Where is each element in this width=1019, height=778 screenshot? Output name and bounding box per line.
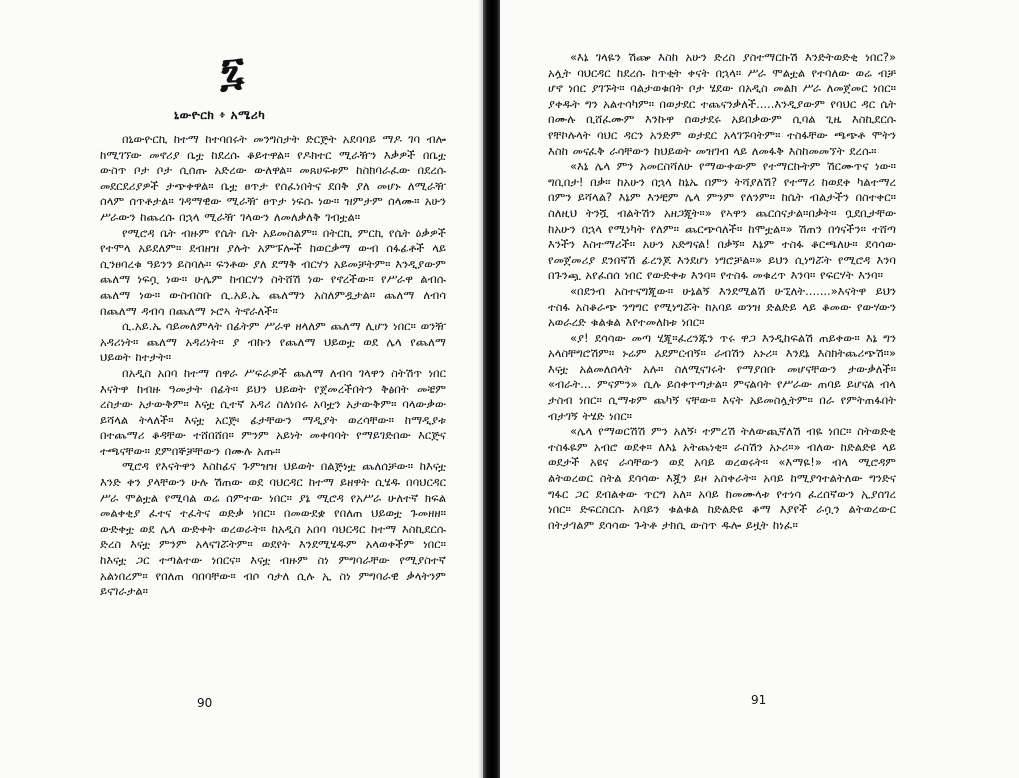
paragraph: «እኔ ሌላ ምን አመርስሻለሁ የማውቀውም የተማርኩትም ሽርሙጥና ነው። ግቢበታ! በቃ። ከአሁን በኋላ ከኔኤ በምን ትሻያለሽ? የተማሪ ከወደቀ ካልተማረ በምን ይሻላል? እኔም እንቺም ሌላ ምንም የለንም። ከሴት ብልታችን በስተቀር። ስለዚህ ትንሿ ብልትሽን አዘጋጂት።» የኣዋን ጨርሰናታል።በቃት። ቧደቢታቸው ከአሁን በኋላ የሚነካት የለም። ጨርጭሳለች። ከሞቷል።» ሽጠን በጎናችን። ተሸጣ እንችን እስተማሪች። አሁን አድግናል! በቃኝ። እኔም ተስፋ ቆርጫለሁ። ደሳሳው የመጀመሪያ ደንበኛሽ ፊረንጆ እንደሆነ ነግሮቻል።» ይህን ሲነግሯት የሚሮዳ እንባ በጉንጯ አየፈሰሰ ነበር የውድቀቱ እንባ። የተስፋ መቁረጥ እንባ። የፍርሃት እንባ። — [548, 159, 896, 283]
paragraph: «እኔ ገላዬን ሽጬ እስከ አሁን ድረስ ያስተማርኩሽ እንድትወድቂ ነበር?» አሏት ባህርዳር ከደረሱ ከጥቂት ቀናት በኋላ። ሥራ ሞልቷል የተባለው ወሬ ብቻ ሆኖ ነበር ያገኙት። ባልታወቁበት ቦታ ሄደው በአዲስ መልክ ሥራ ለመጀመር ነበር። ያቀዱት ግን አልተሳካም። በወታደር ተጨናንቃለች.....እንዲያውም የባህር ዳር ሴት በሙሉ ቢሸፈሙም እንኩዋ ሰወታደሩ አይበቃውም ሲባል ጊዜ እስኪደርሱ የቸኮሉላት ባህር ዳርን አንድም ወታደር አላገኙባትም። ተስፋቸው ጫጭቶ ሞትን እስከ መናፈቅ ራሳቸውን ከህይወት መዝገብ ላይ ለመፋቅ እስከመመኘት ደረሱ። — [548, 50, 896, 158]
paragraph: የሚሮዳ ቤት ብዙም የሴት ቤት አይመስልም። በትርኪ ምርኪ የሴት ዕቃዎች የተሞላ አይደለም። ደብዘዝ ያሉት አምፑሎች ከወርቃማ ውብ ሰፋፊቶች ላይ ሲንፀባረቁ ዓይንን ይስባሉ። ፍንቶው ያለ ደማቅ ብርሃን አይመቻትም። እንዲያውም ጨለማ ነፍሷ ነው። ሁሌም ከብርሃን ስትሸሽ ነው የኖረችው። የሥራዋ ልብሱ ጨለማ ነው። ውስብስቡ ሲ.አይ.ኤ ጨለማን አስለምዷታል። ጨለማ ለብሳ በጨለማ ዳብሳ በጨለማ ኑሮኣ ትኖራለች። — [100, 225, 446, 318]
paragraph: «ያ! ደሳሳው መጣ ሂጂ።ፈረንጁን ጥሩ ዋጋ እንዲከፍልሽ ጠይቀው። እኔ ግን አላስቸግሮሽም። ኑሬም አደምርብኝ። ራብሽን አኑሪ። እንደኔ እስክትጨሪጭሽ።» እናቷ አልመለሰላት አሉ። ስለሚናገሩት የማያበቡ መሆናቸውን ታውቃለች። «ብራት... ምናምን» ሲሉ ይሰቀጥጣታል። ምናልባት የሥራው ጠባይ ይሆናል ብላ ታስብ ነበር። ሲማቱም ጨካኝ ናቸው። እናት አይመስሏትም። በራ የምትጠፋበት ብታገኝ ትሄድ ነበር። — [548, 330, 896, 423]
paragraph: በኒውዮርኪ ከተማ ከተባበሩት መንግስታት ድርጅት አደባባይ ማዶ ገባ ብሎ ከሚገኘው መኖሪያ ቤቷ ከደረሱ ቆይተዋል። የዶክተር ሚራዥን እቃዎች በቤቷ ውስጥ ቦታ ቦታ ሲሰጡ አድረው ውለዋል። መጸሀፍቱም ከስክባራፈው በደረሱ መደርደሪያዎች ታጭቀዋል። ቤቷ ፀጥታ የሰፈነበትና ደበቅ ያለ መሆኑ ለሚራዥ ሰላም ሰጥቶታል። ገዳማዊው ሚራዥ ፀጥታ ነፍሱ ነው። ዝምታም ሰላሙ። አሁን ሥራውን ከጨረሱ በኋላ ሚራዥ ገላውን ለመለቃለቅ ገብቷል። — [100, 132, 446, 224]
right-page-body — [548, 50, 896, 533]
paragraph: ሚሮዳ የእናትዋን እስከፊና ጉምዝዝ ህይወት በልጅነቷ ጨለሰቻው። ከእናቷ እንድ ቀን ያላቸውን ሁሉ ሽጠው ወደ ባህርዳር ከተማ ይዘዋት ሲሄዱ በባህርዳር ሥራ ሞልቷል የሚባል ወሬ ሰምተው ነበር። ያኔ ሚሮዳ የአሥራ ሁለተኛ ክፍል መልቀቂያ ፈተና ተፈትና ወድቃ ነበር። በመውደቋ የበለጠ ህይወቷ ጉመዘዘ። ውድቀቷ ወደ ሌላ ውድቀት ወረወራት። ከአዲስ አበባ ባህርዳር ከተማ እስኪደርሱ ድረስ እናቷ ምንም አላናገሯትም። ወደየት እንደሚሄዱም አላወቀችም ነበር። ከእናቷ ጋር ተጣልተው ነበርና። እናቷ ብዙም ስነ ምግባራቸው የሚያስተኛ አልነበረም። የበለጠ ባበባቸው። ብሶ ሳታለ ሲሉ ኢ ስነ ምግባራዊ ቃላትንም ይናገራታል። — [100, 459, 446, 599]
book-spine — [483, 0, 501, 778]
left-page-body — [100, 132, 446, 600]
left-page — [0, 0, 484, 778]
page-number-left: 90 — [197, 696, 213, 710]
paragraph: ሲ.አይ.ኤ ሳይመለምላት በፊትም ሥራዋ ዘላለም ጨለማ ሊሆን ነበር። ወንዥ አዳሪነት። ጨለማ አዳሪነት። ያ ብኩን የጨለማ ህይወቷ ወደ ሌላ የጨለማ ህይወት ከተታት። — [100, 319, 446, 365]
paragraph: «በደንብ አስተናግጂው። ሁኔልኝ እንደሚልሽ ሁኚለት.......»እናትዋ ይህን ተስፋ አስቆራጭ ንግግር የሚነግሯት ከአባይ ወንዝ ድልድይ ላይ ቆመው የውሃውን አወራረድ ቁልቁል እየተመለከቱ ነበር። — [548, 283, 896, 330]
paragraph: በአዲስ አበባ ከተማ ሰዋራ ሥፍራዎች ጨለማ ለብሳ ገላዋን ስትሽጥ ነበር እናትዋ ከብዙ ዓመታት በፊት። ይህን ህይወት የጀመረችበትን ቅፅበት መቼም ረስታው አታውቅም። እናቷ ሲተኛ አዳሪ ስለነበሩ አባቷን አታውቅም። ባላውቃው ይሻላል ትላለች። እናቷ አርጅ፡ ፊታቸውን ማዲያት ወረሳቸው። ከማዲያቱ በተጨማሪ ቆዳቸው ተሸበሸበ። ምንም አይነት መቀባባት የማይገድበው እርጅና ተጫናቸው። ደምበኞቻቸውን በሙሉ አጡ። — [100, 365, 446, 458]
chapter-title: ኒውዮርክ ፥ አሜሪካ — [174, 108, 266, 122]
chapter-number: ፯ — [220, 48, 245, 95]
paragraph: «ሌላ የማወርሽሽ ምን አለኝ፡ ተምረሽ ትለውጪኛለሽ ብዬ ነበር። ስትወድቂ ተስፋዬም አብሮ ወደቀ። ለእኔ አትጨነቂ። ራስሽን አኑሪ።» ብለው ከድልድዩ ላይ ወደታች አዩና ራሳቸውን ወደ አባይ ወረወሩት። «እማዬ!» ብላ ሚሮዳም ልትወረወር ስትል ደሳሳው እጇን ይዞ አስቀራት። አባይ ከሚያጎተልትለው ግንድና ግፋር ጋር ደብልቀው ጥርግ አለ። አባይ ከመሙላቱ የተነሳ ፈረሰኛውን ኢያሰገረ ነበር። ድፍርስርሱ አባይን ቁልቁል ከድልድዩ ቆማ እያየች ራሷን ልትወረውር በትታገልም ደሳሳው ጉትቶ ታክሲ ውስጥ ዱሎ ይዟት ከነፈ። — [548, 424, 896, 532]
page-number-right: 91 — [751, 693, 767, 707]
